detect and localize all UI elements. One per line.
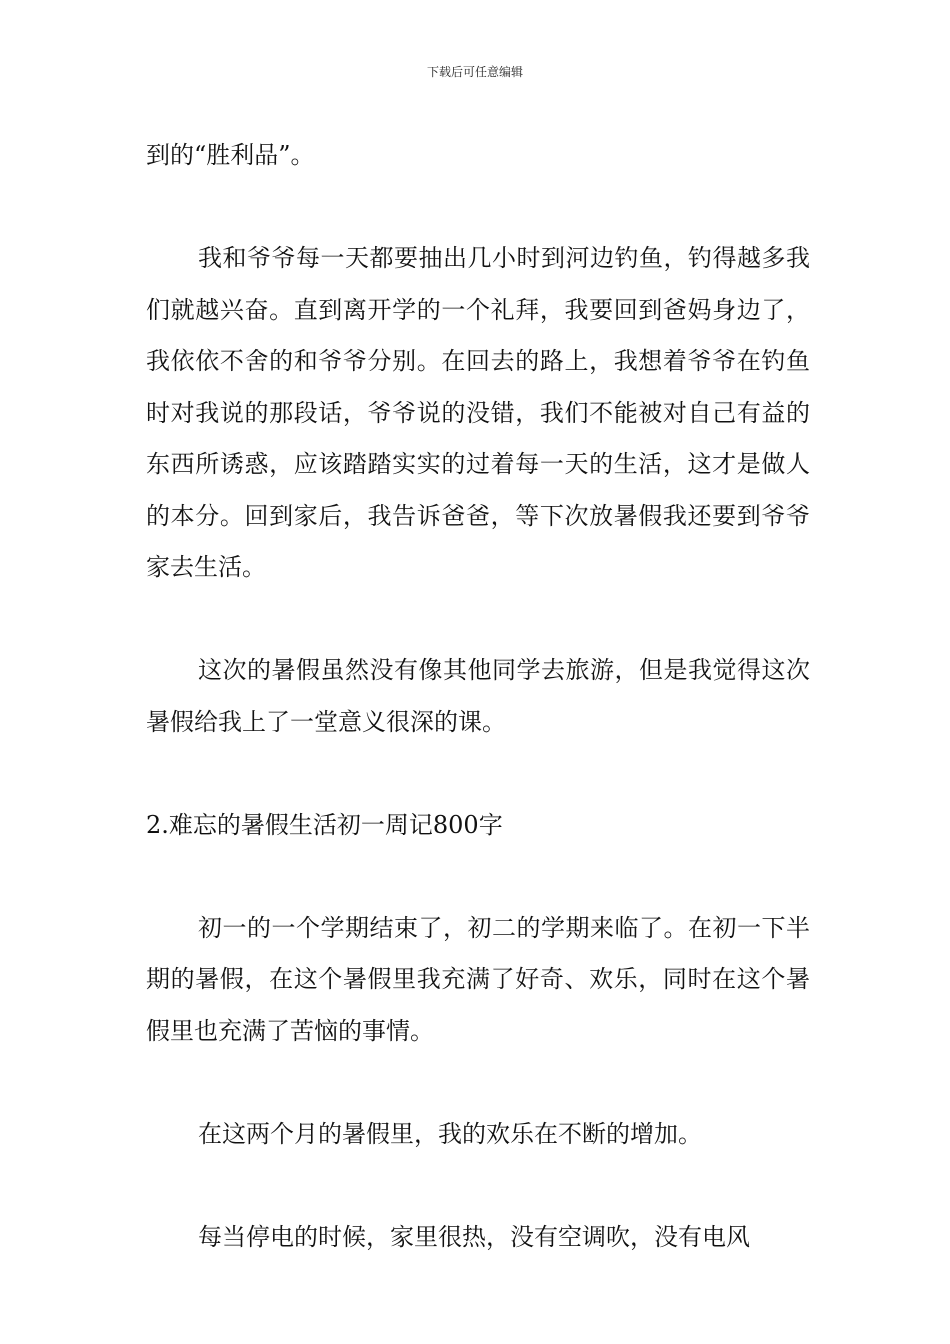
paragraph-6: 每当停电的时候，家里很热，没有空调吹，没有电风	[198, 1222, 750, 1251]
document-body	[146, 130, 810, 1263]
paragraph-spacer	[146, 851, 810, 903]
paragraph-4: 初一的一个学期结束了，初二的学期来临了。在初一下半期的暑假，在这个暑假里我充满了好奇、欢乐，同时在这个暑假里也充满了苦恼的事情。	[146, 913, 810, 1045]
paragraph-5: 在这两个月的暑假里，我的欢乐在不断的增加。	[198, 1119, 702, 1148]
page-header: 下载后可任意编辑	[426, 65, 523, 79]
paragraph-spacer	[146, 1160, 810, 1212]
paragraph-3: 这次的暑假虽然没有像其他同学去旅游，但是我觉得这次暑假给我上了一堂意义很深的课。	[146, 656, 810, 736]
paragraph-spacer	[146, 1057, 810, 1109]
section-heading: 2.难忘的暑假生活初一周记800字	[146, 810, 503, 839]
paragraph-spacer	[146, 182, 810, 234]
paragraph-spacer	[146, 594, 810, 646]
paragraph-2: 我和爷爷每一天都要抽出几小时到河边钓鱼，钓得越多我们就越兴奋。直到离开学的一个礼拜，我要回到爸妈身边了，我依依不舍的和爷爷分别。在回去的路上，我想着爷爷在钓鱼时对我说的那段话，爷爷说的没错，我们不能被对自己有益的东西所诱惑，应该踏踏实实的过着每一天的生活，这才是做人的本分。回到家后，我告诉爸爸，等下次放暑假我还要到爷爷家去生活。	[146, 244, 810, 581]
paragraph-1: 到的“胜利品”。	[146, 141, 315, 169]
paragraph-spacer	[146, 748, 810, 800]
